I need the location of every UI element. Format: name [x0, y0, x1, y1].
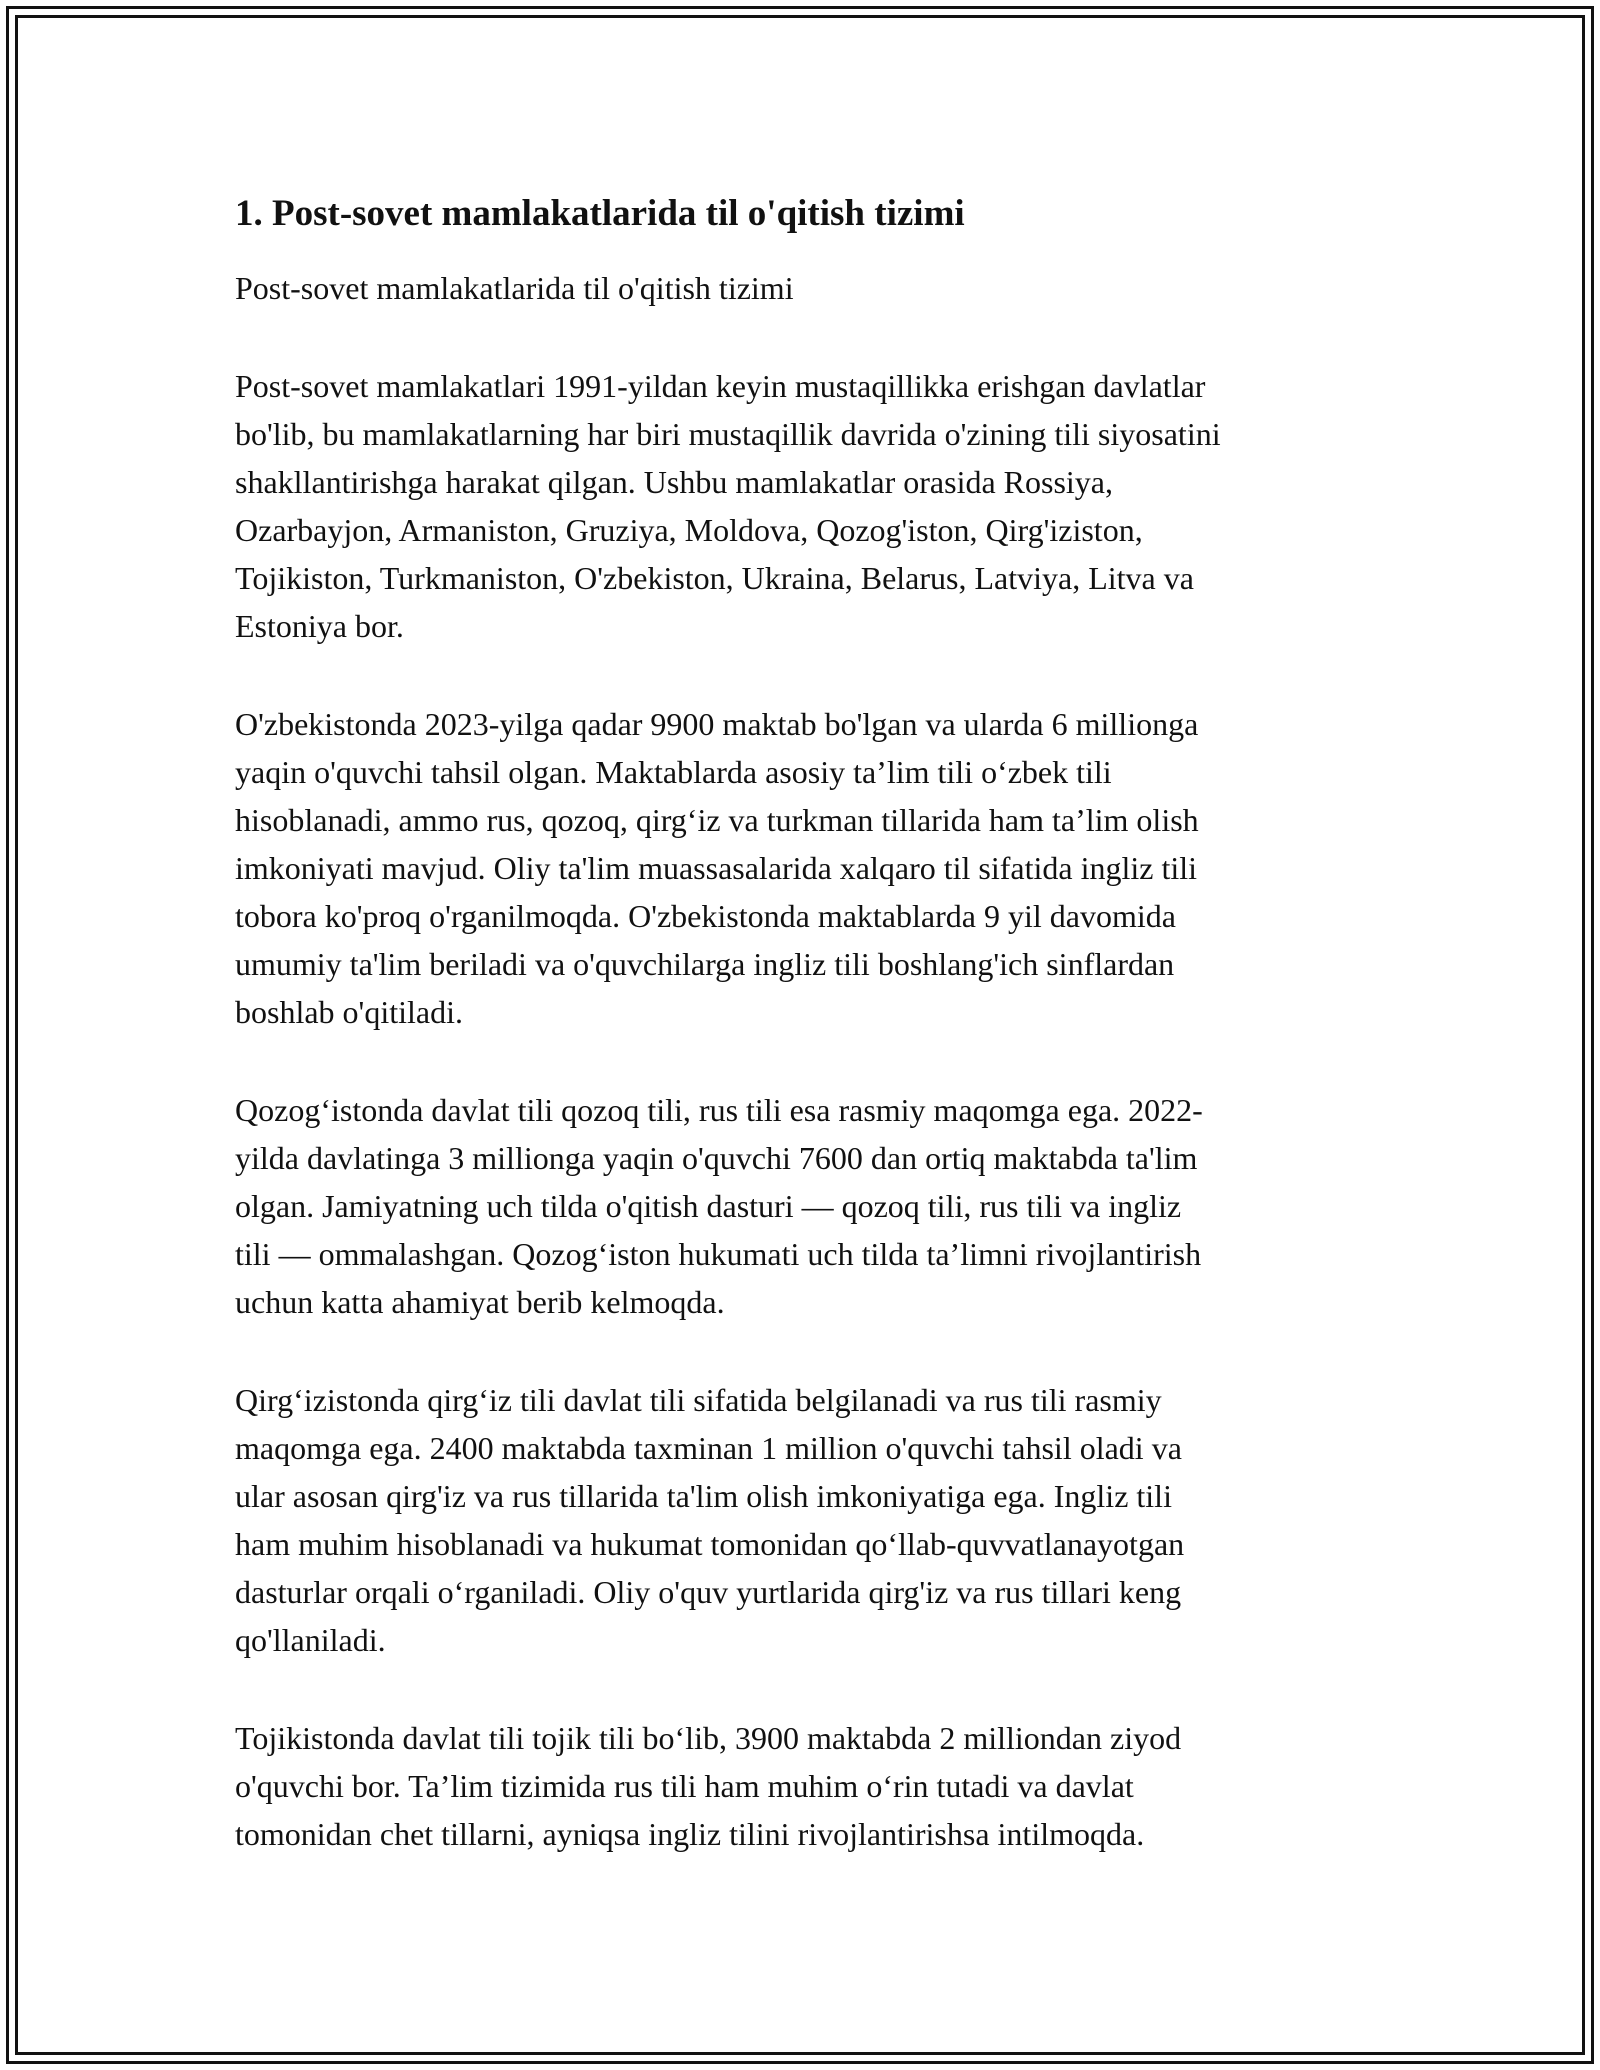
paragraph-line: yilda davlatinga 3 millionga yaqin o'quvchi 7600 dan ortiq maktabda ta'lim [235, 1140, 1198, 1176]
paragraph-line: olgan. Jamiyatning uch tilda o'qitish dasturi — qozoq tili, rus tili va ingliz [235, 1188, 1182, 1224]
paragraph-line: Post-sovet mamlakatlari 1991-yildan keyin mustaqillikka erishgan davlatlar [235, 368, 1206, 404]
paragraph-line: Tojikistonda davlat tili tojik tili bo‘lib, 3900 maktabda 2 milliondan ziyod [235, 1720, 1182, 1756]
paragraph-line: ular asosan qirg'iz va rus tillarida ta'lim olish imkoniyatiga ega. Ingliz tili [235, 1478, 1172, 1514]
document-body [235, 190, 1385, 1908]
paragraph-line: uchun katta ahamiyat berib kelmoqda. [235, 1284, 725, 1320]
paragraph-line: boshlab o'qitiladi. [235, 994, 463, 1030]
paragraph-line: yaqin o'quvchi tahsil olgan. Maktablarda asosiy ta’lim tili o‘zbek tili [235, 754, 1112, 790]
paragraph-line: imkoniyati mavjud. Oliy ta'lim muassasalarida xalqaro til sifatida ingliz tili [235, 850, 1198, 886]
paragraph-line: bo'lib, bu mamlakatlarning har biri mustaqillik davrida o'zining tili siyosatini [235, 416, 1221, 452]
section-subtitle: Post-sovet mamlakatlarida til o'qitish tizimi [235, 270, 794, 306]
paragraph [235, 1714, 1385, 1858]
paragraph-line: ham muhim hisoblanadi va hukumat tomonidan qo‘llab-quvvatlanayotgan [235, 1526, 1185, 1562]
paragraph [235, 362, 1385, 650]
paragraph [235, 1086, 1385, 1326]
paragraph-line: umumiy ta'lim beriladi va o'quvchilarga ingliz tili boshlang'ich sinflardan [235, 946, 1175, 982]
paragraph-line: Qozog‘istonda davlat tili qozoq tili, rus tili esa rasmiy maqomga ega. 2022- [235, 1092, 1203, 1128]
paragraph-line: Qirg‘izistonda qirg‘iz tili davlat tili sifatida belgilanadi va rus tili rasmiy [235, 1382, 1162, 1418]
paragraph-line: dasturlar orqali o‘rganiladi. Oliy o'quv yurtlarida qirg'iz va rus tillari keng [235, 1574, 1182, 1610]
paragraph-line: tomonidan chet tillarni, ayniqsa ingliz tilini rivojlantirishsa intilmoqda. [235, 1816, 1145, 1852]
paragraph-list [235, 362, 1385, 1858]
paragraph-line: o'quvchi bor. Ta’lim tizimida rus tili ham muhim o‘rin tutadi va davlat [235, 1768, 1134, 1804]
paragraph [235, 1376, 1385, 1664]
paragraph-line: tobora ko'proq o'rganilmoqda. O'zbekistonda maktablarda 9 yil davomida [235, 898, 1176, 934]
paragraph-line: Estoniya bor. [235, 608, 404, 644]
paragraph [235, 700, 1385, 1036]
paragraph-line: Tojikiston, Turkmaniston, O'zbekiston, Ukraina, Belarus, Latviya, Litva va [235, 560, 1194, 596]
paragraph-line: maqomga ega. 2400 maktabda taxminan 1 million o'quvchi tahsil oladi va [235, 1430, 1182, 1466]
paragraph-line: Ozarbayjon, Armaniston, Gruziya, Moldova, Qozog'iston, Qirg'iziston, [235, 512, 1143, 548]
paragraph-line: O'zbekistonda 2023-yilga qadar 9900 maktab bo'lgan va ularda 6 millionga [235, 706, 1199, 742]
paragraph-line: shakllantirishga harakat qilgan. Ushbu mamlakatlar orasida Rossiya, [235, 464, 1113, 500]
paragraph-line: qo'llaniladi. [235, 1622, 386, 1658]
section-heading: 1. Post-sovet mamlakatlarida til o'qitish tizimi [235, 193, 965, 234]
paragraph-line: tili — ommalashgan. Qozog‘iston hukumati uch tilda ta’limni rivojlantirish [235, 1236, 1202, 1272]
paragraph-line: hisoblanadi, ammo rus, qozoq, qirg‘iz va turkman tillarida ham ta’lim olish [235, 802, 1199, 838]
